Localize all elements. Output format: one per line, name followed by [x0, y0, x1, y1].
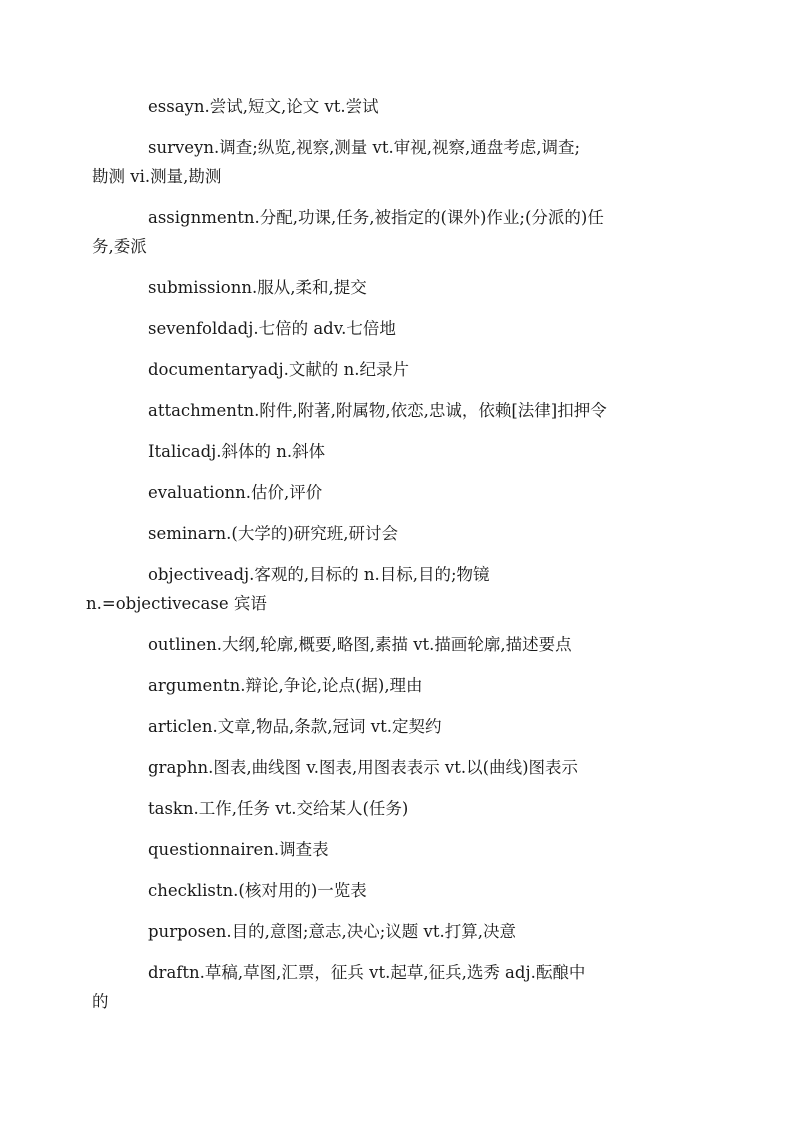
- entry-text: Italicadj.斜体的 n.斜体: [148, 442, 326, 461]
- entry-survey: [92, 133, 680, 191]
- entry-text: graphn.图表,曲线图 v.图表,用图表表示 vt.以(曲线)图表示: [148, 758, 579, 777]
- entry-text: attachmentn.附件,附著,附属物,依恋,忠诚，依赖[法律]扣押令: [148, 401, 607, 420]
- entry-text: documentaryadj.文献的 n.纪录片: [148, 360, 409, 379]
- entry-evaluation: [120, 478, 680, 507]
- entry-assignment: [92, 203, 680, 261]
- entry-checklist: [120, 876, 680, 905]
- entry-text: sevenfoldadj.七倍的 adv.七倍地: [148, 319, 396, 338]
- entry-text-continuation: 的: [92, 992, 109, 1011]
- entry-questionnaire: [120, 835, 680, 864]
- entry-seminar: [120, 519, 680, 548]
- entry-documentary: [120, 355, 680, 384]
- entry-argument: [120, 671, 680, 700]
- entry-attachment: [120, 396, 680, 425]
- entry-task: [120, 794, 680, 823]
- entry-text: taskn.工作,任务 vt.交给某人(任务): [148, 799, 409, 818]
- entry-outline: [120, 630, 680, 659]
- entry-text: essayn.尝试,短文,论文 vt.尝试: [148, 97, 379, 116]
- entry-text: questionnairen.调查表: [148, 840, 329, 859]
- entry-text: evaluationn.估价,评价: [148, 483, 323, 502]
- entry-text: surveyn.调查;纵览,视察,测量 vt.审视,视察,通盘考虑,调查;: [148, 138, 581, 157]
- entry-text-continuation: 勘测 vi.测量,勘测: [92, 167, 222, 186]
- entry-text: submissionn.服从,柔和,提交: [148, 278, 367, 297]
- entry-italic: [120, 437, 680, 466]
- entry-graph: [120, 753, 680, 782]
- entry-text-continuation: n.=objectivecase 宾语: [86, 594, 267, 613]
- entry-text: checklistn.(核对用的)一览表: [148, 881, 367, 900]
- entry-text: objectiveadj.客观的,目标的 n.目标,目的;物镜: [148, 565, 490, 584]
- entry-text: draftn.草稿,草图,汇票，征兵 vt.起草,征兵,选秀 adj.酝酿中: [148, 963, 586, 982]
- entry-text: outlinen.大纲,轮廓,概要,略图,素描 vt.描画轮廓,描述要点: [148, 635, 572, 654]
- entry-text-continuation: 务,委派: [92, 237, 147, 256]
- entry-purpose: [120, 917, 680, 946]
- entry-submission: [120, 273, 680, 302]
- entry-text: argumentn.辩论,争论,论点(据),理由: [148, 676, 423, 695]
- vocabulary-list: [86, 92, 680, 1028]
- entry-article: [120, 712, 680, 741]
- entry-text: purposen.目的,意图;意志,决心;议题 vt.打算,决意: [148, 922, 516, 941]
- entry-objective: [86, 560, 680, 618]
- entry-text: articlen.文章,物品,条款,冠词 vt.定契约: [148, 717, 442, 736]
- entry-essay: [120, 92, 680, 121]
- entry-sevenfold: [120, 314, 680, 343]
- entry-text: seminarn.(大学的)研究班,研讨会: [148, 524, 398, 543]
- entry-draft: [92, 958, 680, 1016]
- entry-text: assignmentn.分配,功课,任务,被指定的(课外)作业;(分派的)任: [148, 208, 604, 227]
